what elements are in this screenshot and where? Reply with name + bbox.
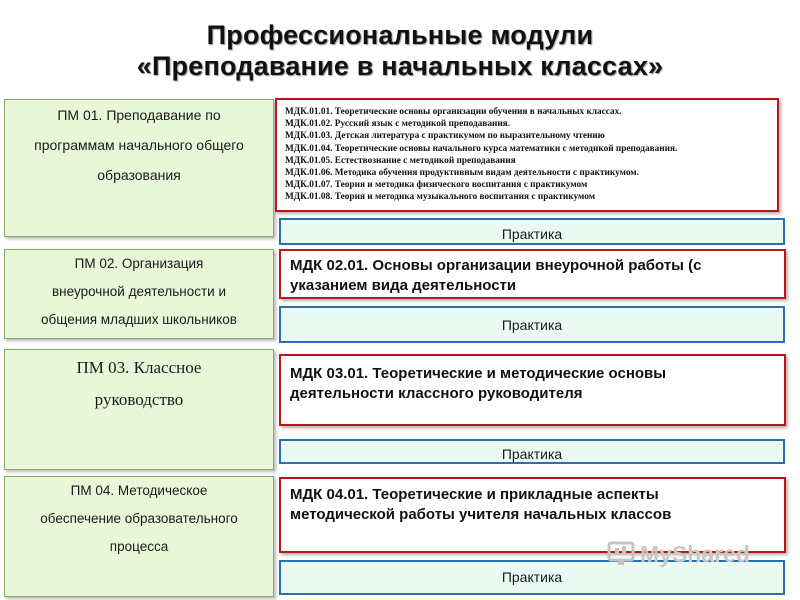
- mdk-01-05-item: МДК.01.05. Естествознание с методикой преподавания: [285, 155, 516, 166]
- pm-02-box: [4, 249, 274, 339]
- pm-04-box: [4, 476, 274, 597]
- practice-01-box: [279, 218, 785, 245]
- mdk-01-02-item: МДК.01.02. Русский язык с методикой преподавания.: [285, 119, 511, 130]
- myshared-watermark: [606, 536, 776, 572]
- mdk-01-01-item: МДК.01.01. Теоретические основы организации обучения в начальных классах.: [285, 107, 622, 117]
- pm-04-line-2: обеспечение образовательного: [40, 511, 238, 526]
- pm-01-line-2: программам начального общего: [34, 137, 244, 153]
- mdk-03-01-box: [279, 354, 786, 426]
- mdk-01-04-item: МДК.01.04. Теоретические основы начального курса математики с методикой преподавания.: [285, 143, 678, 154]
- pm-04-line-1: ПМ 04. Методическое: [70, 483, 208, 498]
- mdk-01-08-item: МДК.01.08. Теория и методика музыкального воспитания с практикумом: [285, 192, 596, 203]
- page-title-line-1: Профессиональные модули: [206, 20, 594, 50]
- pm-01-box: [4, 99, 274, 237]
- pm-04-line-3: процесса: [109, 539, 169, 554]
- pm-03-line-2: руководство: [94, 390, 184, 409]
- mdk-01-06-item: МДК.01.06. Методика обучения продуктивным видам деятельности с практикумом.: [285, 168, 639, 179]
- mdk-03-01-line-1: МДК 03.01. Теоретические и методические основы: [290, 365, 667, 382]
- mdk-04-01-line-1: МДК 04.01. Теоретические и прикладные аспекты: [290, 486, 659, 503]
- pm-03-line-1: ПМ 03. Классное: [76, 358, 202, 377]
- page-title-line-2: «Преподавание в начальных классах»: [136, 51, 664, 81]
- mdk-01-07-item: МДК.01.07. Теория и методика физического воспитания с практикумом: [285, 180, 588, 191]
- pm-02-line-2: внеурочной деятельности и: [51, 284, 227, 299]
- practice-03-label: Практика: [501, 446, 563, 462]
- practice-02-label: Практика: [501, 317, 563, 333]
- practice-01-label: Практика: [501, 226, 563, 242]
- pm-01-line-1: ПМ 01. Преподавание по: [57, 107, 221, 123]
- mdk-02-01-box: [279, 249, 786, 299]
- mdk-02-01-line-1: МДК 02.01. Основы организации внеурочной работы (с: [290, 257, 702, 274]
- myshared-logo-icon: [606, 538, 636, 568]
- pm-02-line-1: ПМ 02. Организация: [74, 256, 204, 271]
- mdk-04-01-line-2: методической работы учителя начальных классов: [290, 506, 672, 523]
- pm-03-box: [4, 349, 274, 470]
- watermark-text: MyShared: [640, 541, 750, 567]
- pm-02-line-3: общения младших школьников: [41, 312, 237, 327]
- mdk-02-01-line-2: указанием вида деятельности: [290, 277, 517, 294]
- practice-02-box: [279, 306, 785, 343]
- mdk-01-list-box: [275, 98, 779, 212]
- practice-04-label: Практика: [501, 569, 563, 585]
- mdk-03-01-line-2: деятельности классного руководителя: [290, 385, 583, 402]
- pm-01-line-3: образования: [97, 167, 181, 183]
- practice-03-box: [279, 439, 785, 464]
- mdk-01-03-item: МДК.01.03. Детская литература с практикумом по выразительному чтению: [285, 131, 605, 142]
